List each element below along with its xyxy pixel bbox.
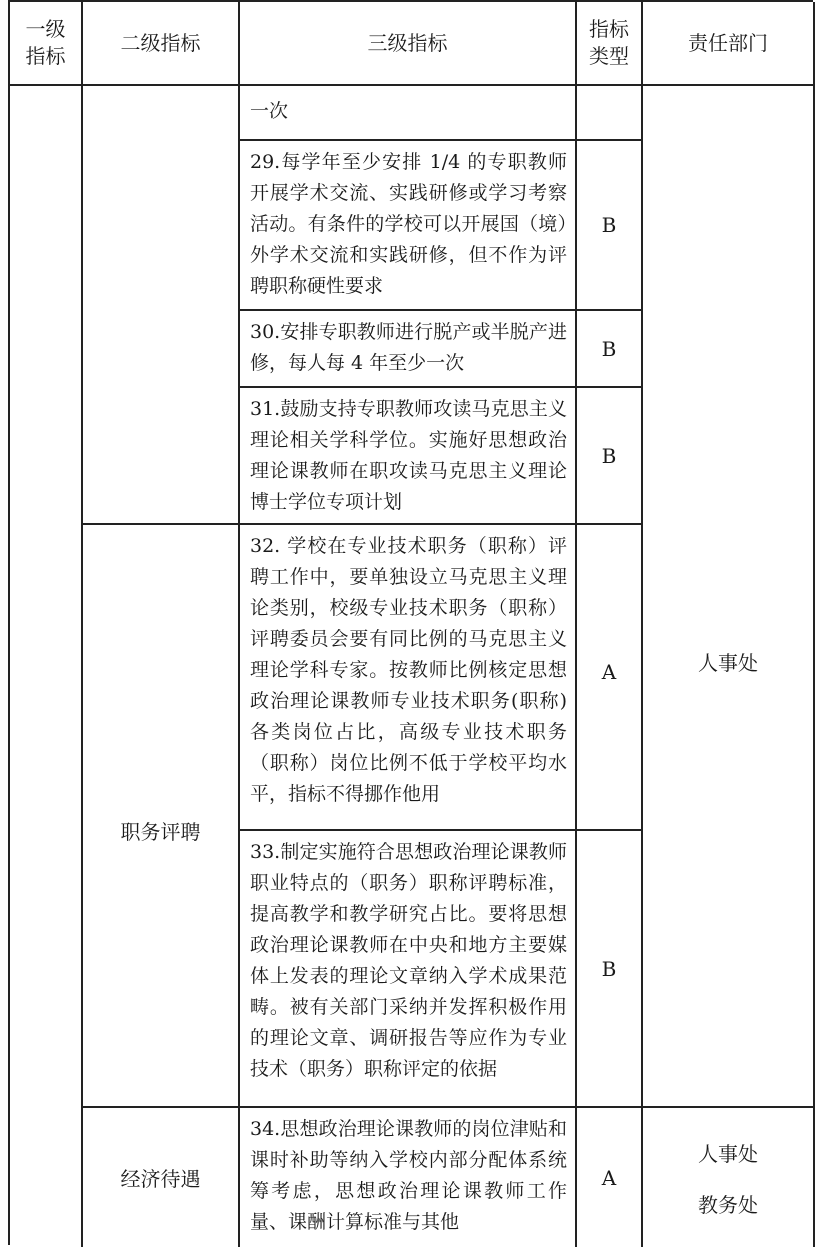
dept-hr-2: 人事处: [698, 1141, 758, 1166]
indicator-text: 33.制定实施符合思想政治理论课教师职业特点的（职务）职称评聘标准，提高教学和教学研究占比。要将思想政治理论课教师在中央和地方主要媒体上发表的理论文章纳入学术成果范畴。被有关部门采纳并发挥积极作用的理论文章、调研报告等应作为专业技术（职务）职称评定的依据: [240, 831, 577, 1108]
indicator-type: B: [577, 388, 643, 525]
indicator-type: A: [577, 525, 643, 831]
header-type: 指标 类型: [577, 2, 643, 86]
indicator-text: 34.思想政治理论课教师的岗位津贴和课时补助等纳入学校内部分配体系统筹考虑，思想政治理论课教师工作量、课酬计算标准与其他: [240, 1108, 577, 1247]
dept-academic-affairs: 教务处: [698, 1192, 758, 1217]
indicator-table: [8, 0, 813, 1245]
header-level1: 一级 指标: [10, 2, 83, 86]
level1-cell: [10, 86, 83, 1247]
indicator-type: B: [577, 141, 643, 311]
indicator-type: B: [577, 311, 643, 388]
header-level3: 三级指标: [240, 2, 577, 86]
indicator-text: 32. 学校在专业技术职务（职称）评聘工作中，要单独设立马克思主义理论类别，校级专业技术职务（职称）评聘委员会要有同比例的马克思主义理论学科专家。按教师比例核定思想政治理论课教师专业技术职务(职称)各类岗位占比，高级专业技术职务（职称）岗位比例不低于学校平均水平，指标不得挪作他用: [240, 525, 577, 831]
level2-cell-continued: [83, 86, 240, 525]
indicator-type: B: [577, 831, 643, 1108]
level2-economic-treatment: 经济待遇: [83, 1108, 240, 1247]
header-level2: 二级指标: [83, 2, 240, 86]
indicator-text: 29.每学年至少安排 1/4 的专职教师开展学术交流、实践研修或学习考察活动。有条件的学校可以开展国（境）外学术交流和实践研修，但不作为评聘职称硬性要求: [240, 141, 577, 311]
indicator-text: 30.安排专职教师进行脱产或半脱产进修，每人每 4 年至少一次: [240, 311, 577, 388]
indicator-type: A: [577, 1108, 643, 1247]
indicator-text: 一次: [240, 86, 577, 141]
header-dept: 责任部门: [643, 2, 815, 86]
indicator-type: [577, 86, 643, 141]
indicator-text: 31.鼓励支持专职教师攻读马克思主义理论相关学科学位。实施好思想政治理论课教师在职攻读马克思主义理论博士学位专项计划: [240, 388, 577, 525]
level2-job-evaluation: 职务评聘: [83, 525, 240, 1108]
dept-multi: [643, 1108, 815, 1247]
dept-hr: 人事处: [643, 86, 815, 1108]
